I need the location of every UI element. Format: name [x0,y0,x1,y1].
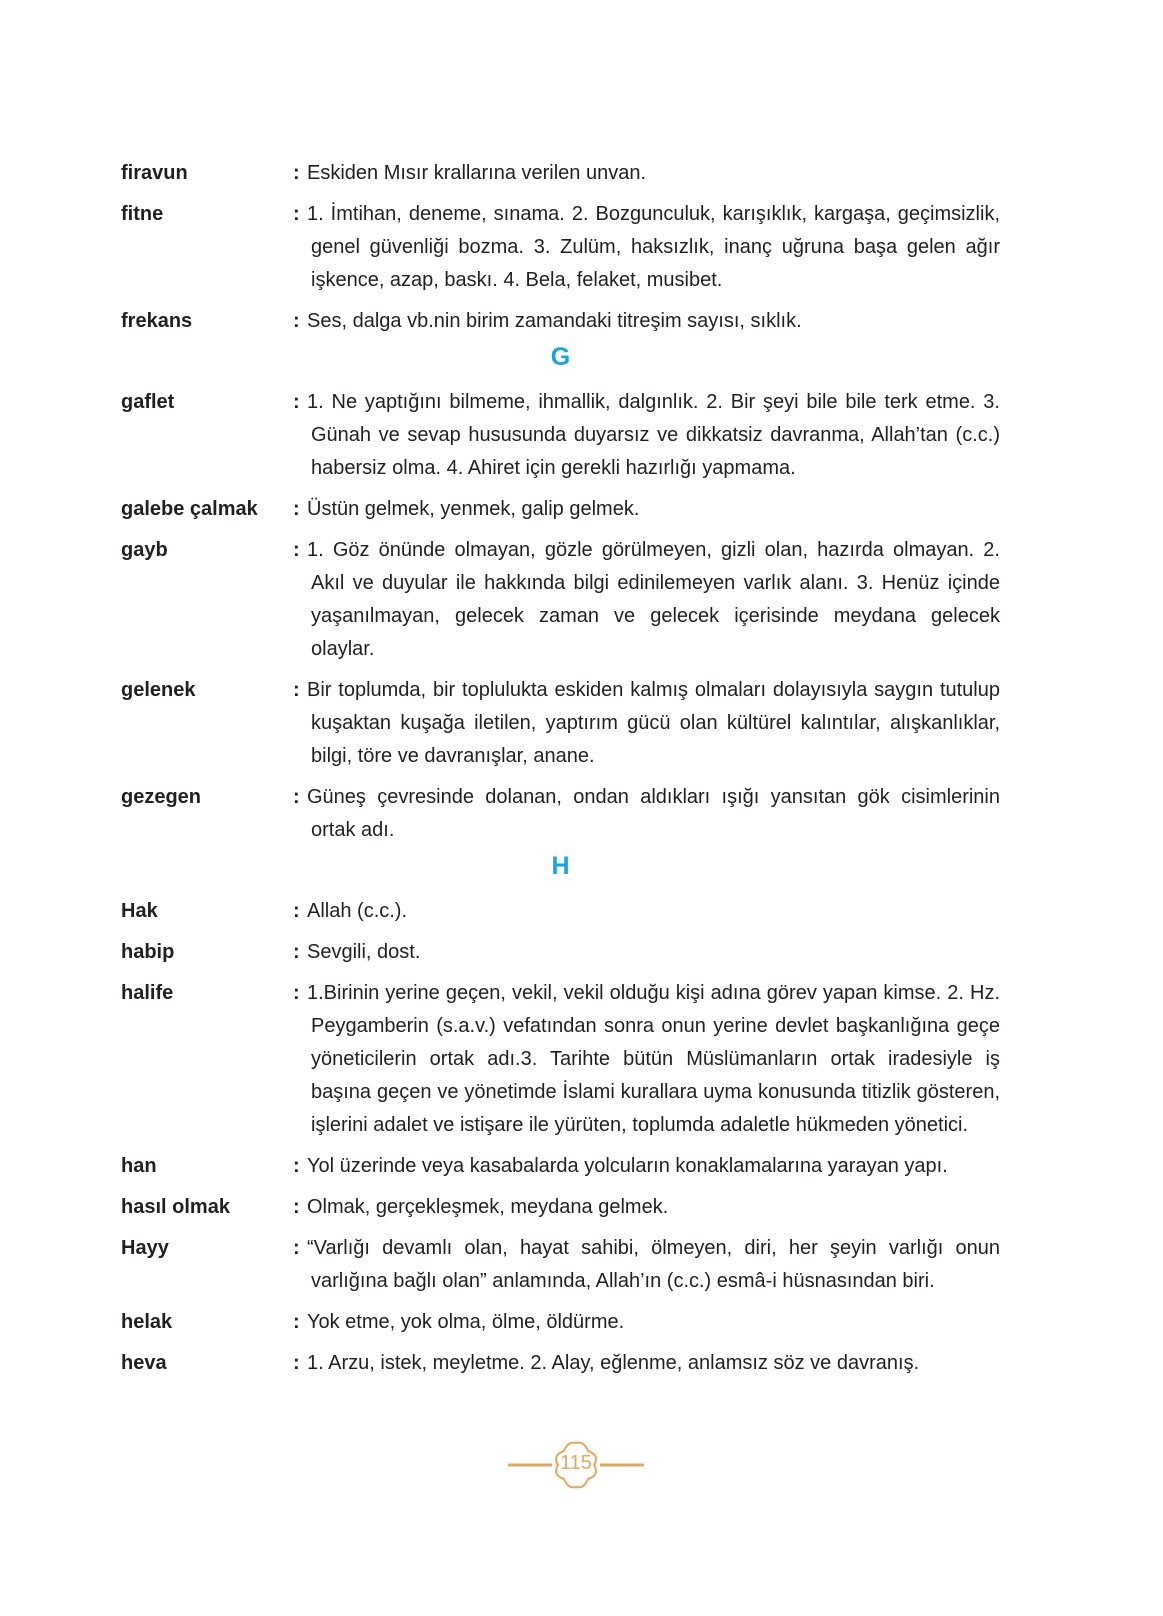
colon: : [293,900,300,922]
glossary-definition: “Varlığı devamlı olan, hayat sahibi, ölmeyen, diri, her şeyin varlığı onun varlığına bağlı olan” anlamında, Allah’ın (c.c.) esmâ-i hüsnasından biri. [307,1237,1000,1292]
glossary-definition-block [293,1150,1000,1183]
glossary-entry [121,1347,1000,1380]
glossary-definition: Güneş çevresinde dolanan, ondan aldıkları ışığı yansıtan gök cisimlerinin ortak adı. [307,786,1000,841]
glossary-term: heva [121,1352,167,1374]
glossary-definition-block [293,198,1000,297]
glossary-definition-block [293,936,1000,969]
glossary-entry [121,157,1000,190]
glossary-term: habip [121,941,175,963]
glossary-definition: Sevgili, dost. [307,941,421,963]
glossary-definition: Yol üzerinde veya kasabalarda yolcuların konaklamalarına yarayan yapı. [307,1155,948,1177]
glossary-definition-block [293,157,1000,190]
glossary-term: firavun [121,162,188,184]
glossary-entry [121,1191,1000,1224]
colon: : [293,982,300,1004]
glossary-entry [121,493,1000,526]
glossary-entry [121,1150,1000,1183]
glossary-entry [121,534,1000,666]
glossary-term: fitne [121,203,164,225]
glossary-term: galebe çalmak [121,498,258,520]
glossary-term: gelenek [121,679,196,701]
glossary-entry [121,895,1000,928]
glossary-entry [121,386,1000,485]
colon: : [293,941,300,963]
glossary-definition-block [293,534,1000,666]
glossary-definition: 1. Ne yaptığını bilmeme, ihmallik, dalgınlık. 2. Bir şeyi bile bile terk etme. 3. Günah ve sevap hususunda duyarsız ve dikkatsiz davranma, Allah’tan (c.c.) habersiz olma. 4. Ahiret için gerekli hazırlığı yapmama. [307,391,1000,479]
glossary-definition-block [293,386,1000,485]
colon: : [293,539,300,561]
glossary-definition-block [293,305,1000,338]
page-number: 115 [560,1452,592,1474]
glossary-definition: Allah (c.c.). [307,900,408,922]
glossary-definition: Yok etme, yok olma, ölme, öldürme. [307,1311,625,1333]
colon: : [293,679,300,701]
glossary-definition: Eskiden Mısır krallarına verilen unvan. [307,162,647,184]
glossary-definition: Bir toplumda, bir toplulukta eskiden kalmış olmaları dolayısıyla saygın tutulup kuşaktan kuşağa iletilen, yaptırım gücü olan kültürel kalıntılar, alışkanlıklar, bilgi, töre ve davranışlar, anane. [307,679,1000,767]
glossary-list [121,157,1000,1388]
glossary-definition: Olmak, gerçekleşmek, meydana gelmek. [307,1196,669,1218]
glossary-entry [121,305,1000,338]
glossary-definition-block [293,1306,1000,1339]
glossary-definition-block [293,977,1000,1142]
section-letter-heading: G [550,343,571,371]
colon: : [293,391,300,413]
colon: : [293,786,300,808]
glossary-entry [121,781,1000,847]
glossary-entry [121,674,1000,773]
glossary-entry [121,977,1000,1142]
glossary-term: Hak [121,900,158,922]
page-number-ornament [508,1440,644,1490]
glossary-term: gaflet [121,391,175,413]
colon: : [293,310,300,332]
colon: : [293,1352,300,1374]
glossary-term: halife [121,982,174,1004]
section-letter-heading: H [551,852,570,880]
glossary-entry [121,936,1000,969]
colon: : [293,1237,300,1259]
colon: : [293,1196,300,1218]
glossary-term: frekans [121,310,193,332]
glossary-definition: Üstün gelmek, yenmek, galip gelmek. [307,498,640,520]
glossary-definition-block [293,781,1000,847]
glossary-term: han [121,1155,157,1177]
glossary-definition-block [293,1191,1000,1224]
glossary-term: gayb [121,539,168,561]
glossary-definition-block [293,1232,1000,1298]
colon: : [293,162,300,184]
glossary-entry [121,1232,1000,1298]
glossary-definition-block [293,895,1000,928]
glossary-definition: 1. Arzu, istek, meyletme. 2. Alay, eğlenme, anlamsız söz ve davranış. [307,1352,920,1374]
colon: : [293,1311,300,1333]
glossary-term: Hayy [121,1237,169,1259]
glossary-entry [121,198,1000,297]
glossary-definition: 1.Birinin yerine geçen, vekil, vekil olduğu kişi adına görev yapan kimse. 2. Hz. Peygamberin (s.a.v.) vefatından sonra onun yerine devlet başkanlığına geçe yöneticilerin ortak adı.3. Tarihte bütün Müslümanların ortak iradesiyle iş başına geçen ve yönetimde İslami kurallara uyma konusunda titizlik gösteren, işlerini adalet ve istişare ile yürüten, toplumda adaletle hükmeden yönetici. [307,982,1000,1136]
glossary-term: hasıl olmak [121,1196,230,1218]
colon: : [293,203,300,225]
glossary-definition-block [293,674,1000,773]
colon: : [293,498,300,520]
glossary-definition: 1. İmtihan, deneme, sınama. 2. Bozgunculuk, karışıklık, kargaşa, geçimsizlik, genel güvenliği bozma. 3. Zulüm, haksızlık, inanç uğruna başa gelen ağır işkence, azap, baskı. 4. Bela, felaket, musibet. [307,203,1000,291]
glossary-definition: Ses, dalga vb.nin birim zamandaki titreşim sayısı, sıklık. [307,310,802,332]
colon: : [293,1155,300,1177]
glossary-definition-block [293,493,1000,526]
glossary-definition-block [293,1347,1000,1380]
glossary-term: gezegen [121,786,202,808]
glossary-entry [121,1306,1000,1339]
glossary-definition: 1. Göz önünde olmayan, gözle görülmeyen, gizli olan, hazırda olmayan. 2. Akıl ve duyular ile hakkında bilgi edinilemeyen varlık alanı. 3. Henüz içinde yaşanılmayan, gelecek zaman ve gelecek içerisinde meydana gelecek olaylar. [307,539,1000,660]
glossary-term: helak [121,1311,173,1333]
